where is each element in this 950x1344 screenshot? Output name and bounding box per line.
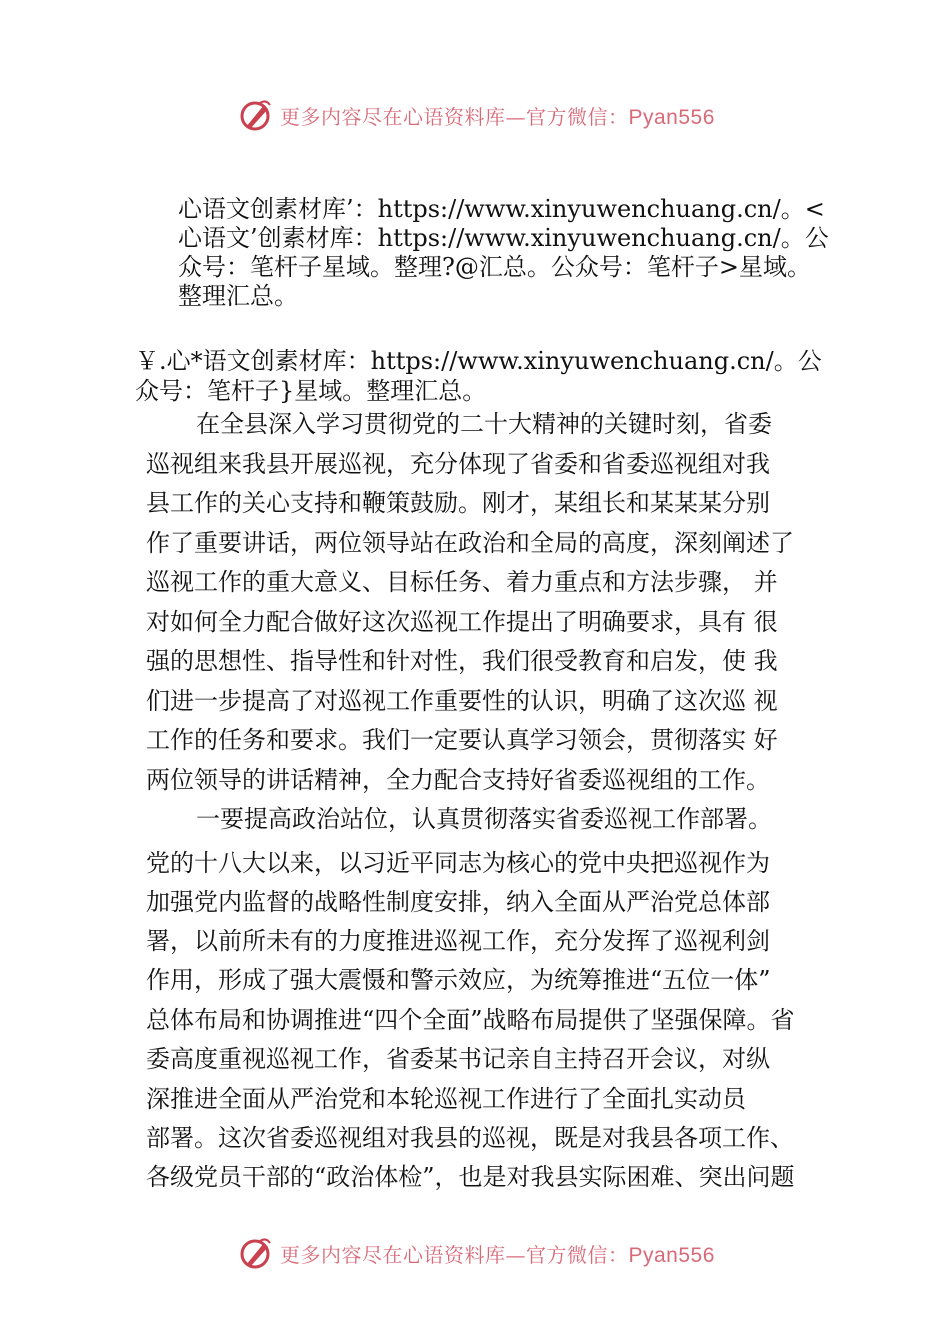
header-line-1: 心语文创素材库’：https://www.xinyuwenchuang.cn/。<	[178, 195, 825, 223]
body-line: 对如何全力配合做好这次巡视工作提出了明确要求，具有 很	[146, 608, 778, 636]
watermark-label: 更多内容尽在心语资料库—官方微信：	[280, 1243, 629, 1267]
watermark-text	[280, 1239, 715, 1268]
body-line: 巡视工作的重大意义、目标任务、着力重点和方法步骤， 并	[146, 568, 778, 596]
watermark-label: 更多内容尽在心语资料库—官方微信：	[280, 105, 629, 129]
source-line-2: 众号：笔杆子}星域。整理汇总。	[135, 377, 487, 405]
body-line: 巡视组来我县开展巡视，充分体现了省委和省委巡视组对我	[146, 450, 770, 478]
watermark-text	[280, 101, 715, 130]
body-line: 强的思想性、指导性和针对性，我们很受教育和启发，使 我	[146, 647, 778, 675]
body-line: 党的十八大以来，以习近平同志为核心的党中央把巡视作为	[146, 849, 770, 877]
pen-nib-circle-icon	[238, 97, 274, 133]
wechat-id: Pyan556	[628, 1244, 715, 1267]
header-line-4: 整理汇总。	[178, 282, 298, 310]
section-heading: 一要提高政治站位，认真贯彻落实省委巡视工作部署。	[196, 805, 772, 833]
watermark-banner-bottom	[0, 1233, 950, 1273]
body-line: 县工作的关心支持和鞭策鼓励。刚才，某组长和某某某分别	[146, 489, 770, 517]
body-line: 工作的任务和要求。我们一定要认真学习领会，贯彻落实 好	[146, 726, 778, 754]
pen-nib-circle-icon	[238, 1235, 274, 1271]
body-line: 作了重要讲话，两位领导站在政治和全局的高度，深刻阐述了	[146, 529, 794, 557]
body-line: 们进一步提高了对巡视工作重要性的认识，明确了这次巡 视	[146, 687, 778, 715]
wechat-id: Pyan556	[628, 106, 715, 129]
body-line: 各级党员干部的“政治体检”，也是对我县实际困难、突出问题	[146, 1163, 795, 1191]
body-line: 总体布局和协调推进“四个全面”战略布局提供了坚强保障。省	[146, 1006, 795, 1034]
source-line-1: ￥.心*语文创素材库：https://www.xinyuwenchuang.cn/。公	[135, 347, 822, 375]
body-line: 深推进全面从严治党和本轮巡视工作进行了全面扎实动员	[146, 1085, 746, 1113]
header-line-3: 众号：笔杆子星域。整理?@汇总。公众号：笔杆子>星域。	[178, 253, 811, 281]
body-line: 两位领导的讲话精神，全力配合支持好省委巡视组的工作。	[146, 766, 770, 794]
body-line: 作用，形成了强大震慑和警示效应，为统筹推进“五位一体”	[146, 966, 771, 994]
body-line: 在全县深入学习贯彻党的二十大精神的关键时刻，省委	[196, 410, 772, 438]
body-line: 署，以前所未有的力度推进巡视工作，充分发挥了巡视利剑	[146, 927, 770, 955]
body-line: 加强党内监督的战略性制度安排，纳入全面从严治党总体部	[146, 888, 770, 916]
body-line: 部署。这次省委巡视组对我县的巡视，既是对我县各项工作、	[146, 1124, 794, 1152]
header-line-2: 心语文’创素材库：https://www.xinyuwenchuang.cn/。公	[178, 224, 829, 252]
body-line: 委高度重视巡视工作，省委某书记亲自主持召开会议，对纵	[146, 1045, 770, 1073]
watermark-banner-top	[0, 95, 950, 135]
